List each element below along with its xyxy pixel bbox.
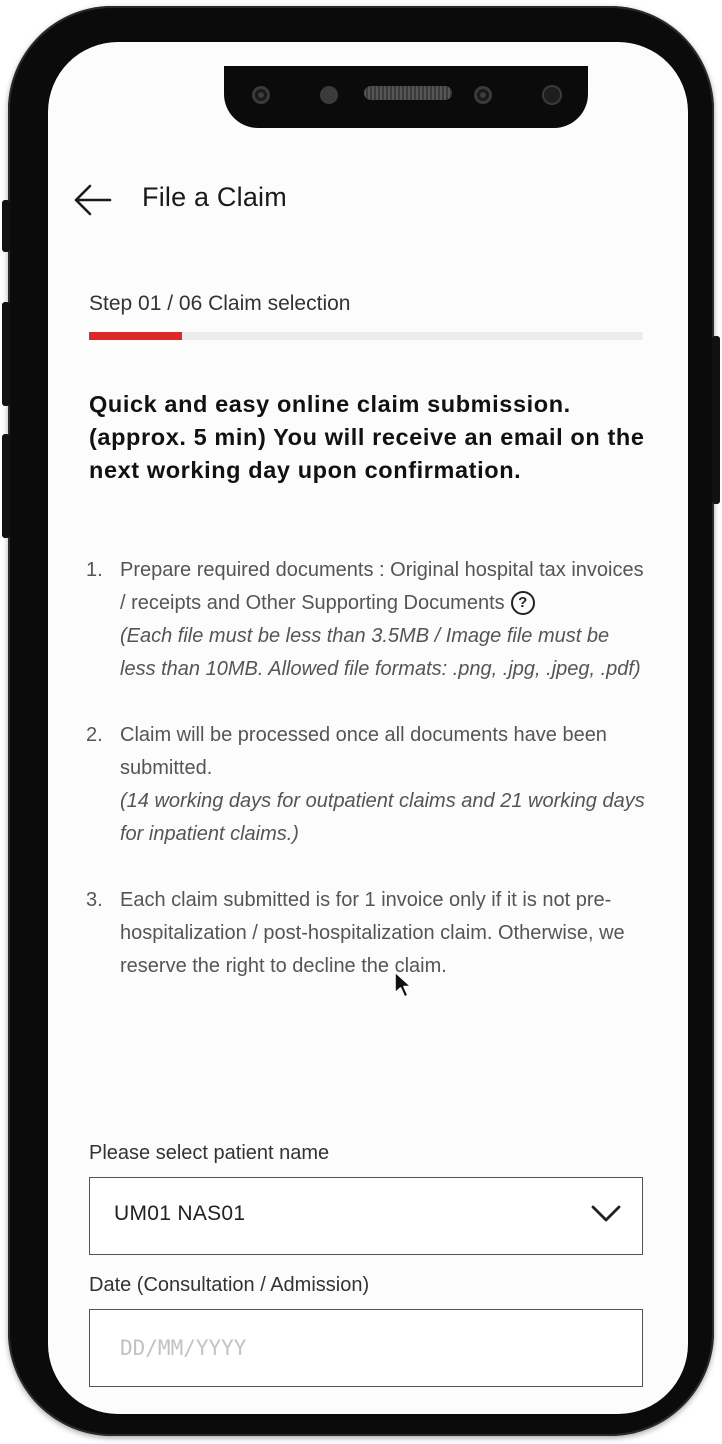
progress-bar-fill [89,332,182,340]
date-label: Date (Consultation / Admission) [89,1274,370,1296]
list-item-note: (14 working days for outpatient claims and 21 working days for inpatient claims.) [120,790,645,845]
instructions-list [86,554,646,983]
front-camera [252,86,270,104]
list-item [86,719,646,851]
patient-name-select[interactable] [89,1177,643,1255]
patient-name-label: Please select patient name [89,1142,330,1164]
sensor [320,86,338,104]
list-item-number: 2. [86,724,103,746]
mouse-cursor-icon [393,970,415,1000]
phone-notch [224,66,588,128]
back-button[interactable] [72,182,112,218]
help-icon[interactable]: ? [511,591,535,615]
intro-text: Quick and easy online claim submission. (approx. 5 min) You will receive an email on the next working day upon confirmation. [89,391,645,483]
face-id-sensor [474,86,492,104]
mute-switch [2,200,10,252]
patient-name-value: UM01 NAS01 [114,1202,246,1225]
proximity-sensor [542,85,562,105]
step-indicator: Step 01 / 06 Claim selection [89,292,351,315]
phone-frame [8,6,714,1436]
progress-bar [89,332,643,340]
page-title: File a Claim [142,182,287,212]
volume-up-button [2,302,10,406]
list-item [86,554,646,686]
list-item-number: 3. [86,889,103,911]
list-item-text: Each claim submitted is for 1 invoice only if it is not pre-hospitalization / post-hospitalization claim. Otherwise, we reserve the right to decline the claim. [120,889,625,977]
arrow-left-icon [72,182,112,218]
earpiece-speaker [364,86,452,100]
list-item-text: Prepare required documents : Original hospital tax invoices / receipts and Other Supporting Documents [120,559,644,614]
list-item-note: (Each file must be less than 3.5MB / Image file must be less than 10MB. Allowed file formats: .png, .jpg, .jpeg, .pdf) [120,625,641,680]
power-button [712,336,720,504]
list-item-text: Claim will be processed once all documents have been submitted. [120,724,607,779]
list-item-number: 1. [86,559,103,581]
list-item [86,884,646,983]
volume-down-button [2,434,10,538]
date-input[interactable] [89,1309,643,1387]
app-screen [48,42,688,1414]
chevron-down-icon [590,1203,622,1225]
